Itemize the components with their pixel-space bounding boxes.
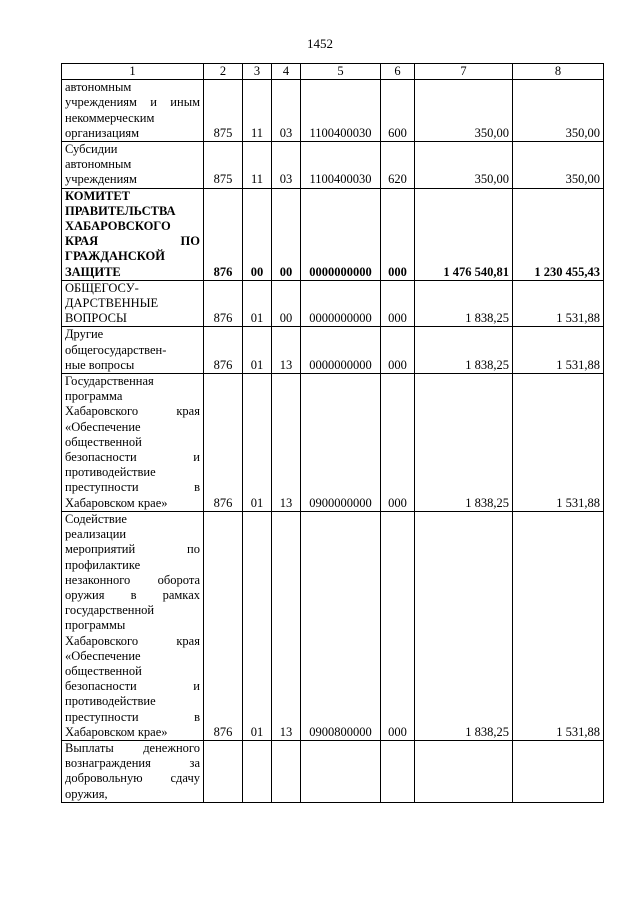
- row-name-line: мероприятий по: [65, 542, 200, 557]
- cell-col7: 1 838,25: [415, 374, 513, 512]
- cell-col3: 11: [243, 142, 272, 189]
- cell-col8: 1 531,88: [513, 280, 604, 327]
- row-name-line: государственной: [65, 603, 155, 618]
- row-name-line: общегосударствен-: [65, 342, 167, 357]
- cell-col4: 00: [272, 280, 301, 327]
- cell-col5: 0900800000: [301, 511, 381, 740]
- row-name-line: незаконного оборота: [65, 572, 200, 587]
- header-cell: 2: [204, 64, 243, 80]
- row-name-line: безопасности и: [65, 450, 200, 465]
- row-name-line: программы: [65, 618, 126, 633]
- cell-col8: 1 531,88: [513, 374, 604, 512]
- row-name-line: учреждениям и иным: [65, 95, 200, 110]
- cell-col2: 876: [204, 280, 243, 327]
- table-row: [62, 327, 604, 374]
- cell-col7: 1 838,25: [415, 511, 513, 740]
- table-row: [62, 374, 604, 512]
- cell-col7: [415, 740, 513, 802]
- cell-col4: 13: [272, 511, 301, 740]
- row-name-line: Хабаровском крае»: [65, 724, 168, 739]
- row-name-line: ОБЩЕГОСУ-: [65, 280, 139, 295]
- cell-col5: 0000000000: [301, 327, 381, 374]
- row-name-line: противодействие: [65, 694, 156, 709]
- header-cell: 7: [415, 64, 513, 80]
- row-name-line: ГРАЖДАНСКОЙ: [65, 249, 165, 264]
- table-row: [62, 80, 604, 142]
- table-row: [62, 280, 604, 327]
- cell-col2: 876: [204, 327, 243, 374]
- row-name-line: ВОПРОСЫ: [65, 311, 127, 326]
- cell-col3: 01: [243, 374, 272, 512]
- row-name-cell: [62, 142, 204, 189]
- cell-col4: 13: [272, 327, 301, 374]
- cell-col4: 13: [272, 374, 301, 512]
- cell-col7: 350,00: [415, 142, 513, 189]
- cell-col8: 1 230 455,43: [513, 188, 604, 280]
- cell-col6: 620: [381, 142, 415, 189]
- row-name-line: безопасности и: [65, 679, 200, 694]
- table-row: [62, 142, 604, 189]
- row-name-line: Выплаты денежного: [65, 740, 200, 755]
- row-name-line: ЗАЩИТЕ: [65, 264, 121, 279]
- cell-col2: 876: [204, 188, 243, 280]
- row-name-line: ХАБАРОВСКОГО: [65, 219, 171, 234]
- row-name-line: оружия в рамках: [65, 587, 200, 602]
- cell-col6: 000: [381, 280, 415, 327]
- row-name-line: Хабаровском крае»: [65, 495, 168, 510]
- row-name-line: Содействие: [65, 511, 127, 526]
- cell-col3: 01: [243, 511, 272, 740]
- row-name-line: реализации: [65, 527, 127, 542]
- row-name-line: некоммерческим: [65, 110, 155, 125]
- cell-col3: [243, 740, 272, 802]
- row-name-line: профилактике: [65, 557, 141, 572]
- cell-col7: 1 838,25: [415, 327, 513, 374]
- header-cell: 5: [301, 64, 381, 80]
- row-name-line: Субсидии: [65, 142, 118, 157]
- row-name-line: Другие: [65, 327, 104, 342]
- cell-col3: 01: [243, 280, 272, 327]
- row-name-cell: [62, 327, 204, 374]
- row-name-line: КРАЯ ПО: [65, 234, 200, 249]
- cell-col4: 03: [272, 80, 301, 142]
- cell-col2: 876: [204, 511, 243, 740]
- cell-col5: 1100400030: [301, 142, 381, 189]
- cell-col5: 1100400030: [301, 80, 381, 142]
- row-name-line: «Обеспечение: [65, 419, 141, 434]
- budget-table: [61, 63, 604, 803]
- cell-col6: 600: [381, 80, 415, 142]
- row-name-line: программа: [65, 389, 123, 404]
- table-row: [62, 511, 604, 740]
- cell-col6: 000: [381, 327, 415, 374]
- cell-col5: 0000000000: [301, 280, 381, 327]
- cell-col2: [204, 740, 243, 802]
- row-name-cell: [62, 188, 204, 280]
- cell-col8: 350,00: [513, 80, 604, 142]
- row-name-line: вознаграждения за: [65, 756, 200, 771]
- cell-col5: 0900000000: [301, 374, 381, 512]
- cell-col8: [513, 740, 604, 802]
- row-name-cell: [62, 511, 204, 740]
- row-name-line: «Обеспечение: [65, 648, 141, 663]
- header-cell: 3: [243, 64, 272, 80]
- page-number: 1452: [307, 36, 333, 51]
- cell-col4: [272, 740, 301, 802]
- cell-col4: 00: [272, 188, 301, 280]
- cell-col4: 03: [272, 142, 301, 189]
- row-name-line: организациям: [65, 125, 140, 140]
- cell-col7: 1 476 540,81: [415, 188, 513, 280]
- row-name-line: Хабаровского края: [65, 633, 200, 648]
- cell-col2: 876: [204, 374, 243, 512]
- row-name-cell: [62, 80, 204, 142]
- row-name-line: оружия,: [65, 786, 108, 801]
- row-name-cell: [62, 374, 204, 512]
- row-name-line: автономным: [65, 80, 132, 95]
- cell-col5: 0000000000: [301, 188, 381, 280]
- header-cell: 1: [62, 64, 204, 80]
- cell-col2: 875: [204, 80, 243, 142]
- cell-col7: 350,00: [415, 80, 513, 142]
- row-name-line: общественной: [65, 434, 142, 449]
- table-header-row: [62, 64, 604, 80]
- header-cell: 4: [272, 64, 301, 80]
- cell-col8: 350,00: [513, 142, 604, 189]
- cell-col6: 000: [381, 511, 415, 740]
- row-name-line: ные вопросы: [65, 357, 135, 372]
- cell-col2: 875: [204, 142, 243, 189]
- row-name-line: добровольную сдачу: [65, 771, 200, 786]
- row-name-line: автономным: [65, 157, 132, 172]
- row-name-line: ДАРСТВЕННЫЕ: [65, 296, 159, 311]
- cell-col6: [381, 740, 415, 802]
- row-name-line: преступности в: [65, 709, 200, 724]
- header-cell: 6: [381, 64, 415, 80]
- cell-col3: 01: [243, 327, 272, 374]
- cell-col6: 000: [381, 374, 415, 512]
- cell-col3: 00: [243, 188, 272, 280]
- header-cell: 8: [513, 64, 604, 80]
- row-name-line: преступности в: [65, 480, 200, 495]
- table-row: [62, 740, 604, 802]
- row-name-line: общественной: [65, 663, 142, 678]
- row-name-cell: [62, 280, 204, 327]
- table-row: [62, 188, 604, 280]
- row-name-line: КОМИТЕТ: [65, 188, 131, 203]
- row-name-line: противодействие: [65, 465, 156, 480]
- cell-col8: 1 531,88: [513, 511, 604, 740]
- row-name-cell: [62, 740, 204, 802]
- row-name-line: Хабаровского края: [65, 404, 200, 419]
- row-name-line: ПРАВИТЕЛЬСТВА: [65, 203, 176, 218]
- row-name-line: Государственная: [65, 374, 154, 389]
- cell-col6: 000: [381, 188, 415, 280]
- cell-col5: [301, 740, 381, 802]
- row-name-line: учреждениям: [65, 172, 137, 187]
- cell-col3: 11: [243, 80, 272, 142]
- cell-col8: 1 531,88: [513, 327, 604, 374]
- cell-col7: 1 838,25: [415, 280, 513, 327]
